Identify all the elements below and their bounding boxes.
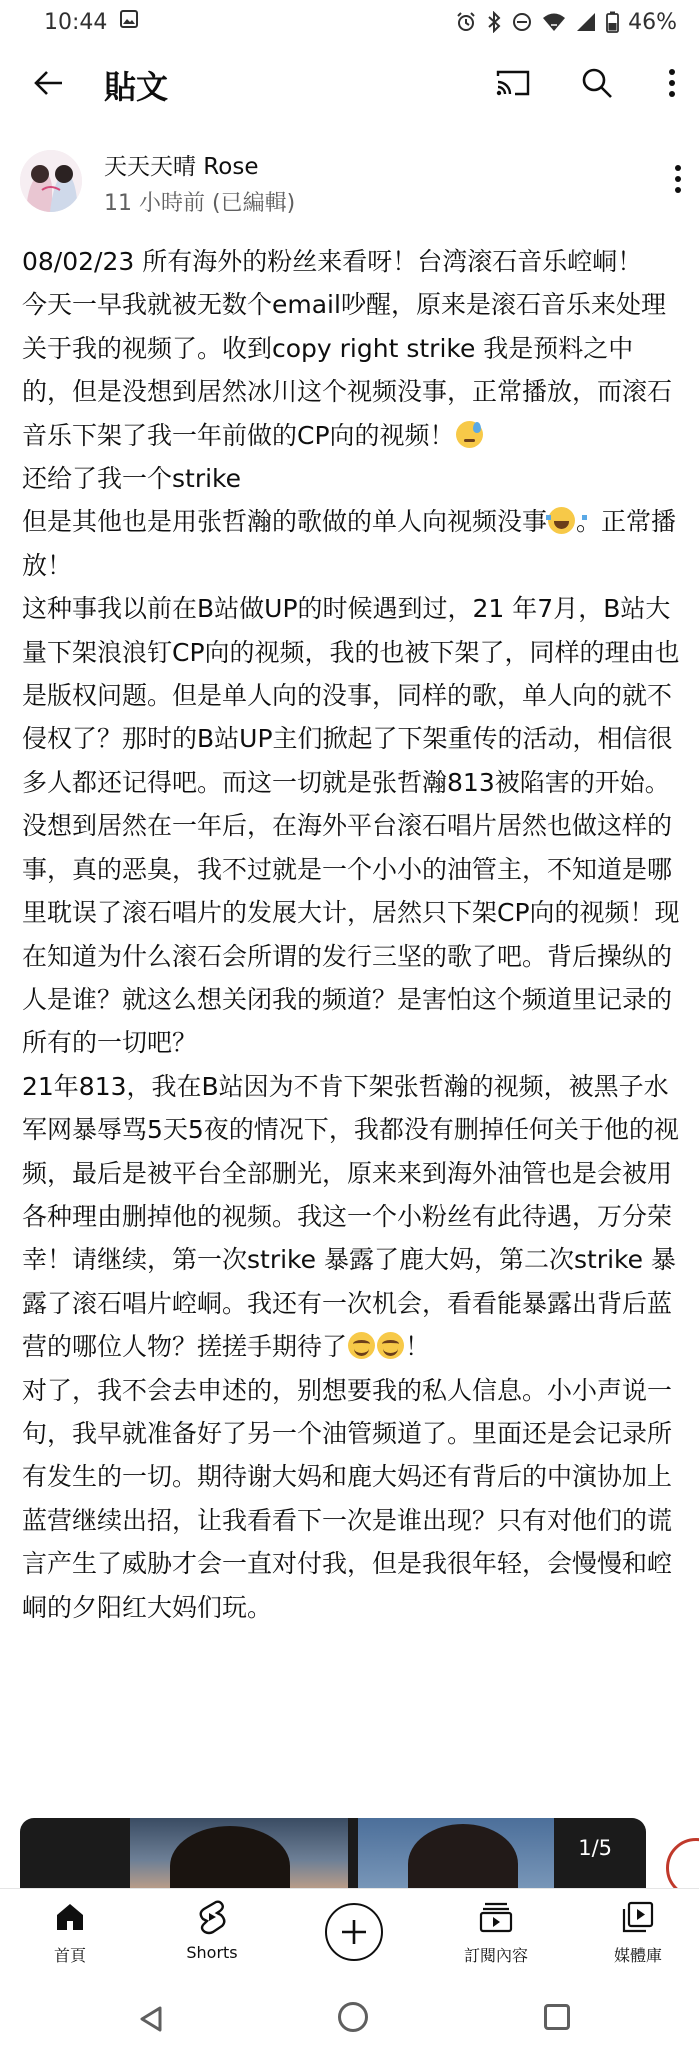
more-options-button[interactable]	[649, 60, 695, 106]
post-paragraph: 但是其他也是用张哲瀚的歌做的单人向视频没事 。正常播放！	[22, 507, 677, 580]
carousel-photo	[358, 1818, 554, 1888]
create-icon	[325, 1903, 383, 1961]
post-paragraph: 对了，我不会去申述的，别想要我的私人信息。小小声说一句，我早就准备好了另一个油管频道了。里面还是会记录所有发生的一切。期待谢大妈和鹿大妈还有背后的中演协加上蓝营继续出招，让我看看下一次是谁出现？只有对他们的谎言产生了威胁才会一直对付我，但是我很年轻，会慢慢和崆峒的夕阳红大妈们玩。	[22, 1375, 673, 1622]
post-paragraph: 今天一早我就被无数个email吵醒，原来是滚石音乐来处理关于我的视频了。收到copy right strike 我是预料之中的，但是没想到居然冰川这个视频没事，正常播放，而滚石音乐下架了我一年前做的CP向的视频！	[22, 290, 673, 450]
smile-emoji-icon	[377, 1332, 404, 1359]
nav-home-label: 首頁	[53, 1946, 86, 1965]
alarm-icon	[455, 11, 477, 33]
post-paragraph: 21年813，我在B站因为不肯下架张哲瀚的视频，被黑子水军网暴辱骂5天5夜的情况下，我都没有删掉任何关于他的视频，最后是被平台全部删光，原来来到海外油管也是会被用各种理由删掉他的视频。我这一个小粉丝有此待遇，万分荣幸！请继续，第一次strike 暴露了鹿大妈，第二次strike 暴露了滚石唱片崆峒。我还有一次机会，看看能暴露出背后蓝营的哪位人物？搓搓手期待了 ！	[22, 1071, 679, 1362]
post-paragraph: 还给了我一个strike	[22, 464, 242, 494]
nav-library-label: 媒體庫	[613, 1946, 662, 1965]
post-body	[22, 240, 682, 1629]
system-home-button[interactable]	[338, 2002, 368, 2032]
arrow-back-icon	[32, 66, 66, 100]
system-navigation-bar	[0, 1988, 699, 2048]
status-time: 10:44	[44, 9, 108, 35]
post-paragraph: 没想到居然在一年后，在海外平台滚石唱片居然也做这样的事，真的恶臭，我不过就是一个小小的油管主，不知道是哪里耽误了滚石唱片的发展大计，居然只下架CP向的视频！现在知道为什么滚石会所谓的发行三坚的歌了吧。背后操纵的人是谁？就这么想关闭我的频道？是害怕这个频道里记录的所有的一切吧？	[22, 811, 680, 1058]
post-more-button[interactable]	[660, 156, 696, 202]
search-icon	[581, 67, 613, 99]
post-paragraph: 08/02/23 所有海外的粉丝来看呀！台湾滚石音乐崆峒！	[22, 247, 643, 276]
battery-icon	[606, 11, 619, 33]
avatar-image	[20, 150, 82, 212]
post-image-carousel[interactable]	[20, 1818, 646, 1888]
smile-emoji-icon	[348, 1332, 375, 1359]
home-icon	[50, 1895, 90, 1939]
post-header	[0, 138, 699, 218]
status-icons	[455, 10, 677, 35]
more-vert-icon	[668, 68, 676, 98]
nav-subscriptions-label: 訂閱內容	[463, 1946, 528, 1965]
status-left	[22, 9, 139, 35]
nav-create[interactable]	[294, 1903, 414, 1989]
post-timestamp: 11 小時前 (已編輯)	[104, 191, 296, 216]
gallery-notification-icon	[119, 9, 139, 35]
avatar[interactable]	[20, 150, 82, 212]
nav-subscriptions[interactable]	[436, 1895, 556, 1981]
more-vert-icon	[674, 164, 682, 194]
laughing-emoji-icon	[548, 507, 575, 534]
wifi-icon	[542, 12, 566, 32]
triangle-back-icon	[136, 2004, 166, 2034]
image-counter: 1/5	[578, 1836, 612, 1860]
library-icon	[618, 1895, 658, 1939]
do-not-disturb-icon	[511, 11, 533, 33]
signal-icon	[575, 11, 597, 33]
author-name[interactable]: 天天天晴 Rose	[104, 154, 259, 180]
nav-home[interactable]	[10, 1895, 130, 1981]
nav-library[interactable]	[578, 1895, 698, 1981]
nav-shorts-label: Shorts	[186, 1943, 238, 1962]
nav-shorts[interactable]	[152, 1895, 272, 1981]
bluetooth-icon	[486, 11, 502, 33]
app-bar	[0, 44, 699, 122]
shorts-icon	[192, 1895, 232, 1939]
bottom-navigation	[0, 1888, 699, 1988]
back-button[interactable]	[26, 60, 72, 106]
post-paragraph: 这种事我以前在B站做UP的时候遇到过，21 年7月，B站大量下架浪浪钉CP向的视频，我的也被下架了，同样的理由也是版权问题。但是单人向的没事，同样的歌，单人向的就不侵权了？那时的B站UP主们掀起了下架重传的活动，相信很多人都还记得吧。而这一切就是张哲瀚813被陷害的开始。	[22, 594, 680, 797]
cast-icon	[495, 68, 531, 98]
carousel-photo	[130, 1818, 348, 1888]
search-button[interactable]	[574, 60, 620, 106]
battery-percent: 46%	[628, 9, 677, 35]
system-back-button[interactable]	[136, 2004, 166, 2034]
sweat-emoji-icon	[456, 421, 483, 448]
system-recents-button[interactable]	[544, 2004, 570, 2030]
status-bar	[0, 0, 699, 44]
cast-button[interactable]	[490, 60, 536, 106]
subscriptions-icon	[476, 1895, 516, 1939]
page-title: 貼文	[104, 68, 169, 106]
